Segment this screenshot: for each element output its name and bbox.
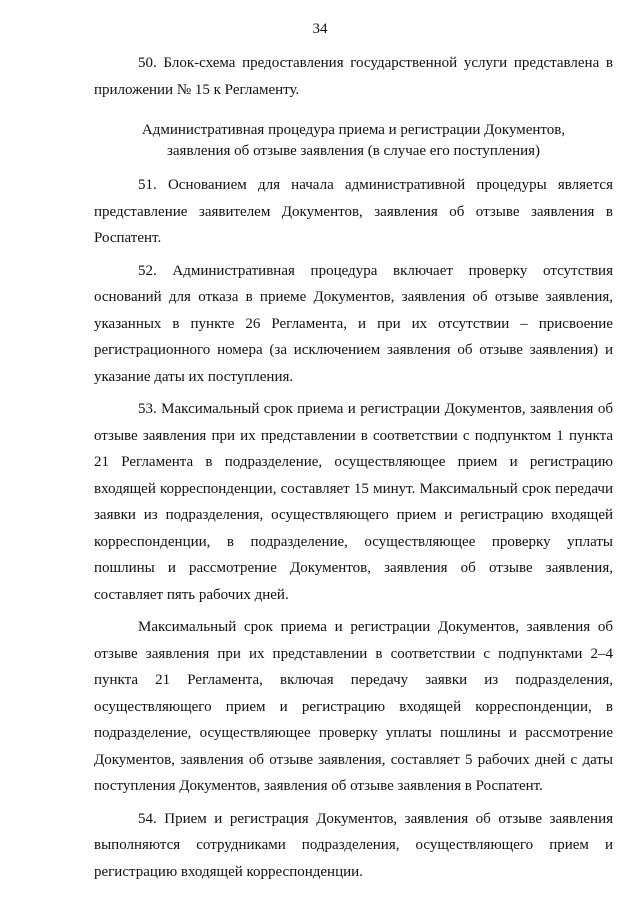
paragraph-50: 50. Блок-схема предоставления государственной услуги представлена в приложении № 15 к Регламенту. <box>94 55 613 98</box>
section-heading <box>94 120 613 162</box>
paragraph-54: 54. Прием и регистрация Документов, заявления об отзыве заявления выполняются сотрудниками подразделения, осуществляющего прием и регистрацию входящей корреспонденции. <box>94 810 613 880</box>
document-body <box>94 50 613 891</box>
section-heading-line-1: Административная процедура приема и регистрации Документов, <box>141 122 566 138</box>
paragraph-53-continuation: Максимальный срок приема и регистрации Документов, заявления об отзыве заявления при их представлении в соответствии с подпунктами 2–4 пункта 21 Регламента, включая передачу заявки из подразделения, осуществляющего прием и регистрацию входящей корреспонденции, в подразделение, осуществляющее проверку уплаты пошлины и рассмотрение Документов, заявления об отзыве заявления, составляет 5 рабочих дней с даты поступления Документов, заявления об отзыве заявления в Роспатент. <box>94 619 613 794</box>
paragraph-53: 53. Максимальный срок приема и регистрации Документов, заявления об отзыве заявления при их представлении в соответствии с подпунктом 1 пункта 21 Регламента в подразделение, осуществляющее прием и регистрацию входящей корреспонденции, составляет 15 минут. Максимальный срок передачи заявки из подразделения, осуществляющего прием и регистрацию входящей корреспонденции, в подразделение, осуществляющее проверку уплаты пошлины и рассмотрение Документов, заявления об отзыве заявления, составляет пять рабочих дней. <box>94 401 613 603</box>
section-heading-line-2: заявления об отзыве заявления (в случае его поступления) <box>166 143 541 159</box>
page-number: 34 <box>312 21 328 37</box>
paragraph-51: 51. Основанием для начала административной процедуры является представление заявителем Документов, заявления об отзыве заявления в Роспатент. <box>94 177 613 246</box>
paragraph-52: 52. Административная процедура включает проверку отсутствия оснований для отказа в приеме Документов, заявления об отзыве заявления, указанных в пункте 26 Регламента, и при их отсутствии – присвоение регистрационного номера (за исключением заявления об отзыве заявления) и указание даты их поступления. <box>94 262 613 385</box>
